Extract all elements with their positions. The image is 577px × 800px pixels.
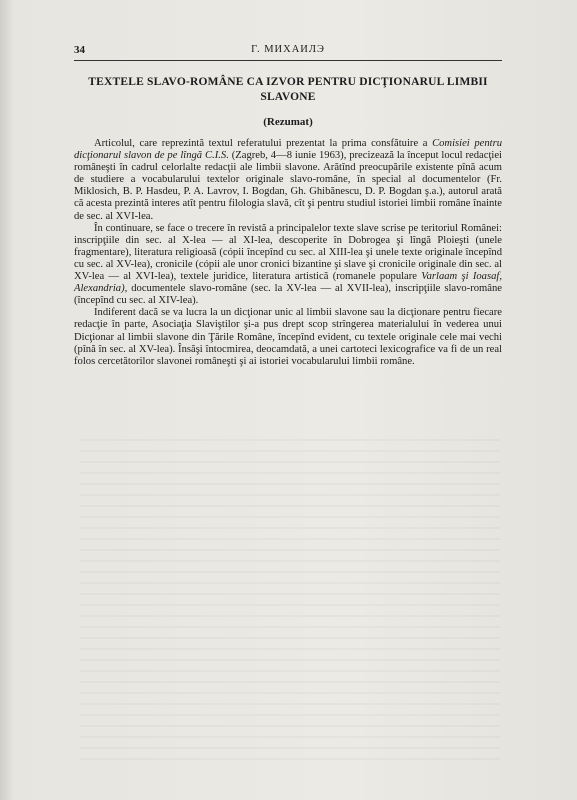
paragraph-1-text-a: Articolul, care reprezintă textul referatului prezentat la prima consfătuire a <box>94 138 433 149</box>
paragraph-1-italic: Comisiei pentru dicţionarul slavon de pe lîngă C.I.S. <box>74 138 502 162</box>
article-body <box>74 138 502 368</box>
paragraph-2-italic: Varlaam şi Ioasaf, Alexandria), <box>74 271 502 295</box>
paragraph-1-text-c: (Zagreb, 4—8 iunie 1963), precizează la început locul redacţiei româneşti în cadrul celorlalte redacţii ale limbii slavone. Arătînd preocupările existente pînă acum de studiere a vocabularului textelor originale slavo-române, în special al documentelor (Fr. Miklosich, B. P. Hasdeu, P. A. Lavrov, I. Bogdan, Gh. Ghibănescu, D. P. Bogdan ş.a.), autorul arată că acesta prezintă interes atît pentru filologia slavă, cît şi pentru studiul istoriei limbii române înainte de sec. al XVI-lea. <box>74 150 502 222</box>
paragraph-2 <box>74 223 502 308</box>
paragraph-3: Indiferent dacă se va lucra la un dicţionar unic al limbii slavone sau la dicţionare pentru fiecare redacţie în parte, Asociaţia Slaviştilor şi-a pus drept scop strîngerea materialului în vederea unui Dicţionar al limbii slavone din Ţările Române, începînd evident, cu textele originale cele mai vechi (pînă în sec. al XV-lea). Însăşi întocmirea, deocamdată, a unei cartoteci lexicografice va fi de un real folos cercetătorilor slavonei româneşti şi ai istoriei vocabularului limbii române. <box>74 307 502 367</box>
article-title: TEXTELE SLAVO-ROMÂNE CA IZVOR PENTRU DICŢIONARUL LIMBII SLAVONE <box>88 76 488 103</box>
header-rule <box>74 60 502 61</box>
page-number: 34 <box>74 44 85 56</box>
show-through-text <box>80 430 500 760</box>
page-header <box>74 44 502 58</box>
paragraph-2-text-c: documentele slavo-române (sec. la XV-lea — al XVII-lea), inscripţiile slavo-române (începînd cu sec. al XIV-lea). <box>74 283 502 307</box>
running-head: Г. МИХАИЛЭ <box>251 44 325 55</box>
paragraph-1 <box>74 138 502 223</box>
paragraph-2-text-a: În continuare, se face o trecere în revistă a principalelor texte slave scrise pe teritoriul Românei: inscripţiile din sec. al X-lea — al XI-lea, descoperite în Dobrogea şi lîngă Ploieşti (unele fragmentare), literatura religioasă (cópii începînd cu sec. al XIII-lea şi unele texte originale începînd cu sec. al XV-lea), cronicile (cópii ale unor cronici bizantine şi slave şi cronicile originale din sec. al XV-lea — al XVI-lea), textele juridice, literatura artistică (romanele populare <box>74 222 502 283</box>
article-subtitle: (Rezumat) <box>263 116 313 128</box>
